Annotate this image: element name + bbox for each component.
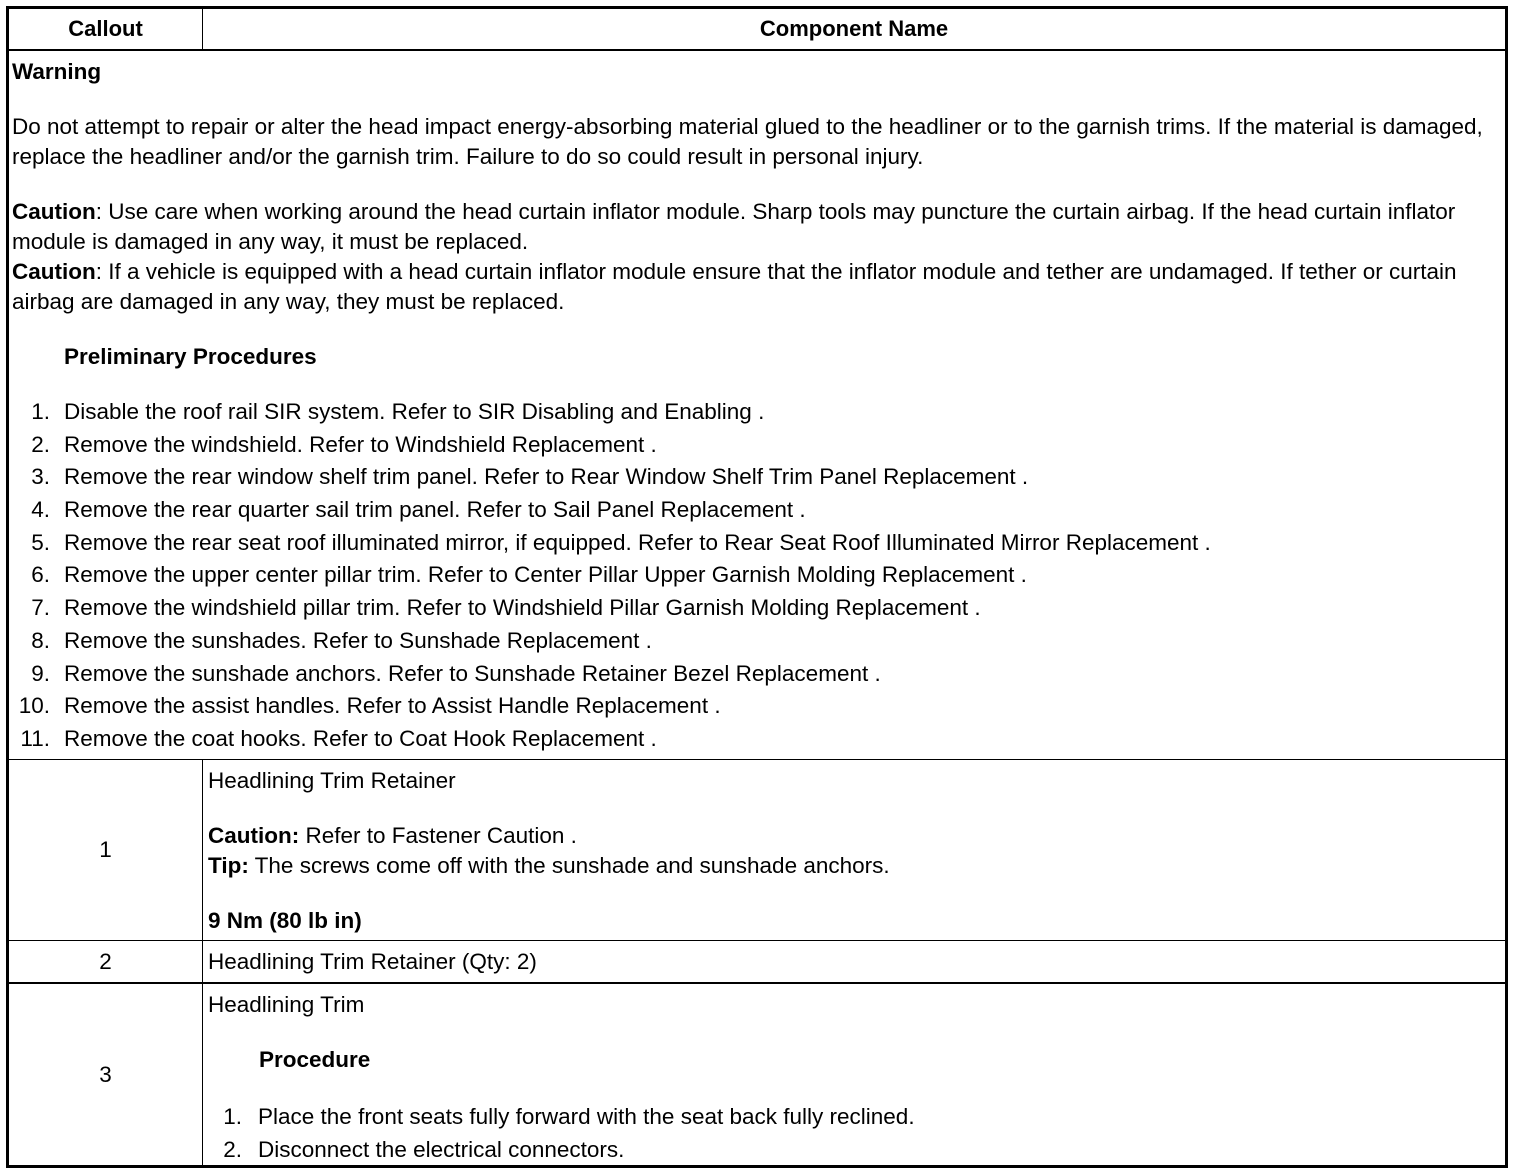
- table-row: [9, 941, 1505, 984]
- header-callout: Callout: [9, 9, 203, 49]
- list-item: 2. Remove the windshield. Refer to Windshield Replacement .: [31, 431, 657, 457]
- list-item: 6. Remove the upper center pillar trim. Refer to Center Pillar Upper Garnish Molding Replacement .: [31, 562, 1027, 588]
- component-name: Headlining Trim Retainer: [208, 768, 456, 793]
- list-item: 8. Remove the sunshades. Refer to Sunshade Replacement .: [31, 627, 652, 653]
- callout-cell: 2: [9, 941, 203, 982]
- procedure-steps: [208, 1100, 1505, 1166]
- caution-2-text: : If a vehicle is equipped with a head curtain inflator module ensure that the inflator module and tether are undamaged. If tether or curtain airbag are damaged in any way, they must be replaced.: [12, 259, 1457, 314]
- list-item: 1. Place the front seats fully forward with the seat back fully reclined.: [223, 1104, 915, 1129]
- list-item: 9. Remove the sunshade anchors. Refer to Sunshade Retainer Bezel Replacement .: [31, 660, 881, 686]
- preliminary-title: Preliminary Procedures: [64, 344, 317, 369]
- torque-spec: 9 Nm (80 lb in): [208, 908, 362, 933]
- header-component-name: Component Name: [759, 16, 949, 41]
- list-item: 10. Remove the assist handles. Refer to Assist Handle Replacement .: [18, 693, 721, 719]
- caution-2: [12, 257, 1505, 317]
- list-item: 4. Remove the rear quarter sail trim panel. Refer to Sail Panel Replacement .: [31, 497, 806, 523]
- callout-cell: 3: [9, 984, 203, 1165]
- list-item: 11. Remove the coat hooks. Refer to Coat Hook Replacement .: [20, 725, 657, 751]
- warning-text: Do not attempt to repair or alter the head impact energy-absorbing material glued to the headliner or to the garnish trims. If the material is damaged, replace the headliner and/or the garnish trim. Failure to do so could result in personal injury.: [12, 114, 1483, 169]
- procedure-table: [6, 6, 1508, 1168]
- caution-2-label: Caution: [12, 259, 96, 284]
- component-name: Headlining Trim: [208, 992, 365, 1017]
- table-header: [9, 9, 1505, 51]
- component-name: Headlining Trim Retainer (Qty: 2): [208, 949, 537, 974]
- component-cell: [203, 984, 1505, 1165]
- list-item: 5. Remove the rear seat roof illuminated mirror, if equipped. Refer to Rear Seat Roof Illuminated Mirror Replacement .: [31, 529, 1211, 555]
- warning-title: Warning: [12, 59, 102, 84]
- list-item: 2. Disconnect the electrical connectors.: [223, 1137, 625, 1162]
- caution-1-text: : Use care when working around the head curtain inflator module. Sharp tools may puncture the curtain airbag. If the head curtain inflator module is damaged in any way, it must be replaced.: [12, 199, 1456, 254]
- list-item: 7. Remove the windshield pillar trim. Refer to Windshield Pillar Garnish Molding Replacement .: [31, 595, 981, 621]
- table-row: [9, 984, 1505, 1165]
- callout-cell: 1: [9, 760, 203, 940]
- tip: Tip: The screws come off with the sunshade and sunshade anchors.: [208, 853, 890, 878]
- procedure-title: Procedure: [259, 1047, 371, 1072]
- fastener-caution: Caution: Refer to Fastener Caution .: [208, 823, 577, 848]
- preliminary-steps: [12, 396, 1505, 756]
- list-item: 3. Remove the rear window shelf trim panel. Refer to Rear Window Shelf Trim Panel Replacement .: [31, 464, 1029, 490]
- component-cell: [203, 760, 1505, 940]
- list-item: 1. Disable the roof rail SIR system. Refer to SIR Disabling and Enabling .: [31, 399, 765, 424]
- caution-1-label: Caution: [12, 199, 96, 224]
- table-row: [9, 760, 1505, 941]
- intro-section: [9, 51, 1505, 760]
- caution-1: [12, 197, 1505, 257]
